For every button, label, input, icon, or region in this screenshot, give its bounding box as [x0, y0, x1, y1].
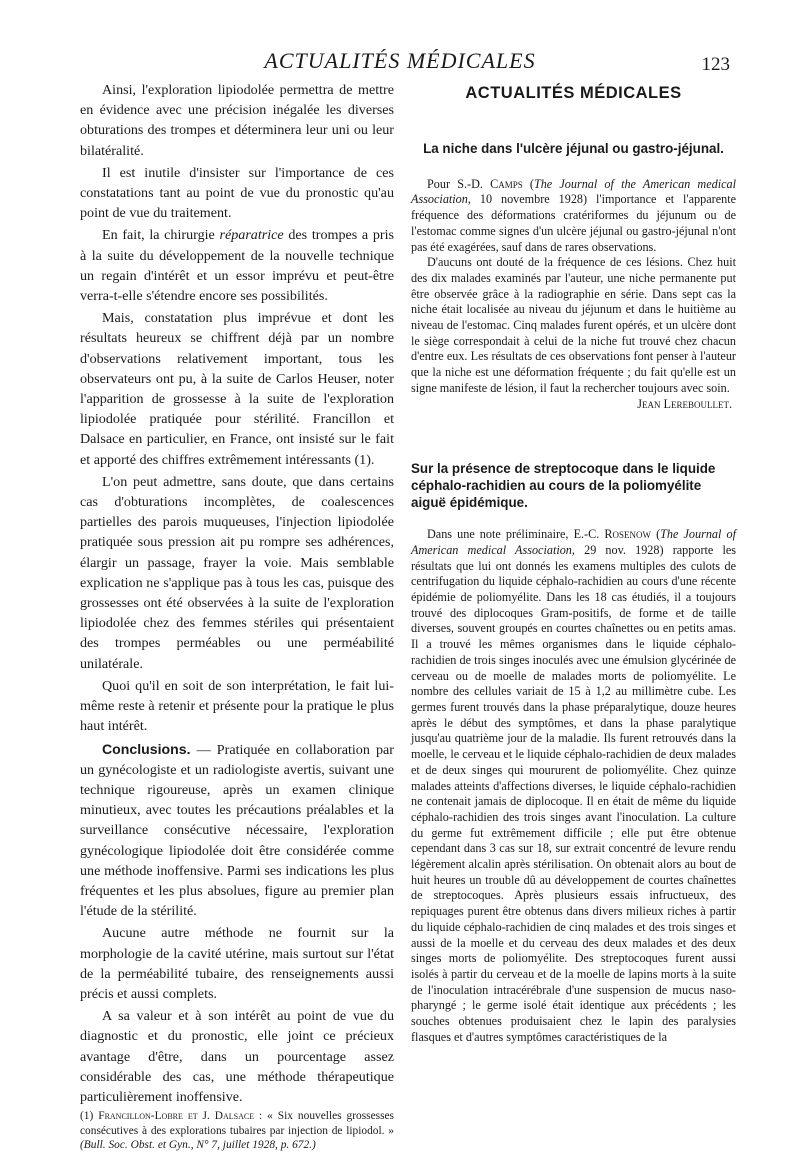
article-title: Sur la présence de streptocoque dans le liquide céphalo-rachidien au cours de la poliomyélite aiguë épidémique.	[411, 461, 716, 511]
text: En fait, la chirurgie	[102, 227, 220, 244]
paragraph: Quoi qu'il en soit de son interprétation, le fait lui-même reste à retenir et présente pour la pratique le plus haut intérêt.	[80, 677, 394, 735]
paragraph	[80, 225, 394, 306]
emphasis: réparatrice	[219, 227, 284, 244]
paragraph	[411, 177, 736, 256]
footnote-source: (Bull. Soc. Obst. et Gyn., N° 7, juillet 1928, p. 672.)	[80, 1138, 316, 1151]
text: des trompes a pris à la suite du développement de la nouvelle technique un regain d'intérêt et un essor imprévu et peut-être verra-t-elle s'étendre encore ses possibilités.	[80, 227, 395, 305]
conclusions-paragraph	[80, 739, 394, 922]
signature: Jean Lereboullet.	[637, 396, 732, 411]
footnote-authors: Francillon-Lobre et J. Dalsace	[98, 1110, 255, 1123]
text: (	[522, 176, 534, 191]
author-name: S.-D. Camps	[457, 176, 523, 191]
text: , 10 novembre 1928) l'importance et l'apparente fréquence des déformations cratériformes du jéjunum ou de l'estomac comme signes d'un ulcère jéjunal ou gastro-jéjunal n'ont pas été exagérées, sauf dans de rares observations.	[411, 192, 736, 254]
journal-name: The Journal of American medical Association	[411, 527, 736, 557]
paragraph: Aucune autre méthode ne fournit sur la morphologie de la cavité utérine, mais surtout sur l'état de la perméabilité tubaire, des renseignements aussi précis et aussi complets.	[80, 925, 394, 1002]
journal-name: The Journal of the American medical Association	[411, 176, 737, 207]
text: Dans une note préliminaire,	[427, 527, 574, 542]
text: — Pratiquée en collaboration par un gynécologiste et un radiologiste avertis, suivant une technique rigoureuse, après un examen clinique minutieux, avec toutes les précautions préalables et la surveillance consécutive nécessaire, l'exploration gynécologique lipiodolée doit être considérée comme une méthode inoffensive. Parmi ses indications les plus fréquentes et les plus absolues, figure au premier plan l'étude de la stérilité.	[80, 741, 394, 920]
left-column	[80, 80, 394, 1154]
paragraph: A sa valeur et à son intérêt au point de vue du diagnostic et du pronostic, elle joint ce précieux avantage d'être, dans un pourcentage assez considérable des cas, une méthode thérapeutique particulièrement inoffensive.	[80, 1008, 394, 1105]
text: (	[651, 527, 661, 542]
footnote-text: : « Six nouvelles grossesses consécutives à des explorations tubaires par injection de lipiodol. »	[80, 1110, 394, 1137]
paragraph	[411, 527, 736, 1045]
paragraph: D'aucuns ont douté de la fréquence de ces lésions. Chez huit des dix malades examinés par l'auteur, une niche permanente put être observée grâce à la radiographie en série. Dans sept cas la niche était localisée au niveau du jéjunum et dans le huitième au niveau de l'estomac. Cinq malades furent opérés, et un ulcère dont le siège correspondait à celui de la niche fut trouvé chez chacun d'entre eux. Les résultats de ces observations font penser à l'auteur que la niche est une déformation fréquente ; du fait qu'elle est un signe manifeste de lésion, il faut la rechercher toujours avec soin.	[411, 255, 736, 395]
paragraph: L'on peut admettre, sans doute, que dans certains cas d'obturations incomplètes, de coalescences partielles des parois muqueuses, l'injection lipiodolée pratiquée sous pression ait pu rompre ses adhérences, élargir un passage, frayer la voie. Mais semblable explication ne s'applique pas à tous les cas, puisque des grossesses ont été observées à la suite de l'exploration lipiodolée chez des femmes stériles qui présentaient des trompes perméables ou une perméabilité unilatérale.	[80, 473, 394, 672]
right-column	[411, 80, 736, 1045]
paragraph: Il est inutile d'insister sur l'importance de ces constatations tant au point de vue du pronostic qu'au point de vue du traitement.	[80, 164, 394, 222]
page-number: 123	[701, 54, 730, 75]
author-name: E.-C. Rosenow	[573, 527, 651, 542]
paragraph: Ainsi, l'exploration lipiodolée permettra de mettre en évidence avec une précision inégalée les diverses obturations des trompes et déterminera leur uni ou leur bilatéralité.	[80, 82, 394, 159]
section-title: ACTUALITÉS MÉDICALES	[465, 84, 682, 102]
text: , 29 nov. 1928) rapporte les résultats que lui ont donnés les examens multiples des culots de centrifugation du liquide céphalo-rachidien au cours d'une récente épidémie de poliomyélite. Dans les 18 cas étudiés, il a toujours trouvé des diplocoques Gram-positifs, de forme et de taille diverses, souvent groupés en courtes chaînettes ou en petits amas. Il a trouvé les mêmes organismes dans le liquide céphalo-rachidien de trois singes inoculés avec une émulsion glycérinée de cerveau ou de moelle de malades morts de poliomyélite. Le nombre des cellules variait de 15 à 1,2 au millimètre cube. Les germes furent trouvés dans la phase préparalytique, douze heures après le début des symptômes, et dans la phase paralytique jusqu'au quatrième jour de la maladie. Ils furent retrouvés dans la moelle, le cerveau et le liquide céphalo-rachidien de deux malades et de deux singes qui moururent de poliomyélite. Chez quinze malades atteints d'affections diverses, le liquide céphalo-rachidien ne contenait jamais de diplocoque. Il en était de même du liquide céphalo-rachidien des trois singes avant l'inoculation. La culture du germe fut extrêmement difficile ; elle put être obtenue cependant dans 3 cas sur 18, sur extrait concentré de levure rendu légèrement alcalin après stérilisation. On obtenait alors au bout de huit heures un trouble dû au développement de courtes chaînettes de streptocoques. Après plusieurs essais infructueux, des repiquages purent être obtenus dans divers milieux riches à partir du liquide céphalo-rachidien de cinq malades et des trois singes et aussi de la moelle et du cerveau des deux malades et des deux singes morts de poliomyélite. Des streptocoques furent aussi isolés à partir du cerveau et de la moelle de lapins morts à la suite de l'inoculation intracérébrale d'une suspension de mucus naso-pharyngé ; le germe isolé était identique aux précédents ; les souches obtenues produisaient chez le lapin des paralysies flasques et d'autres symptômes caractéristiques de la	[411, 542, 736, 1044]
paragraph: Mais, constatation plus imprévue et dont les résultats heureux se chiffrent déjà par un nombre d'observations relativement important, tous les observateurs ont pu, à la suite de Carlos Heuser, noter l'apparition de grossesse à la suite de l'exploration lipiodolée pratiquée pour stérilité. Francillon et Dalsace en particulier, en France, ont insisté sur le fait et apporté des chiffres extrêmement intéressants (1).	[80, 310, 394, 468]
running-title: ACTUALITÉS MÉDICALES	[264, 48, 536, 73]
article-title: La niche dans l'ulcère jéjunal ou gastro-jéjunal.	[423, 140, 724, 156]
running-head	[0, 44, 800, 84]
text: Pour	[427, 176, 458, 191]
conclusions-heading: Conclusions.	[102, 740, 191, 757]
footnote-number: (1)	[80, 1110, 99, 1123]
